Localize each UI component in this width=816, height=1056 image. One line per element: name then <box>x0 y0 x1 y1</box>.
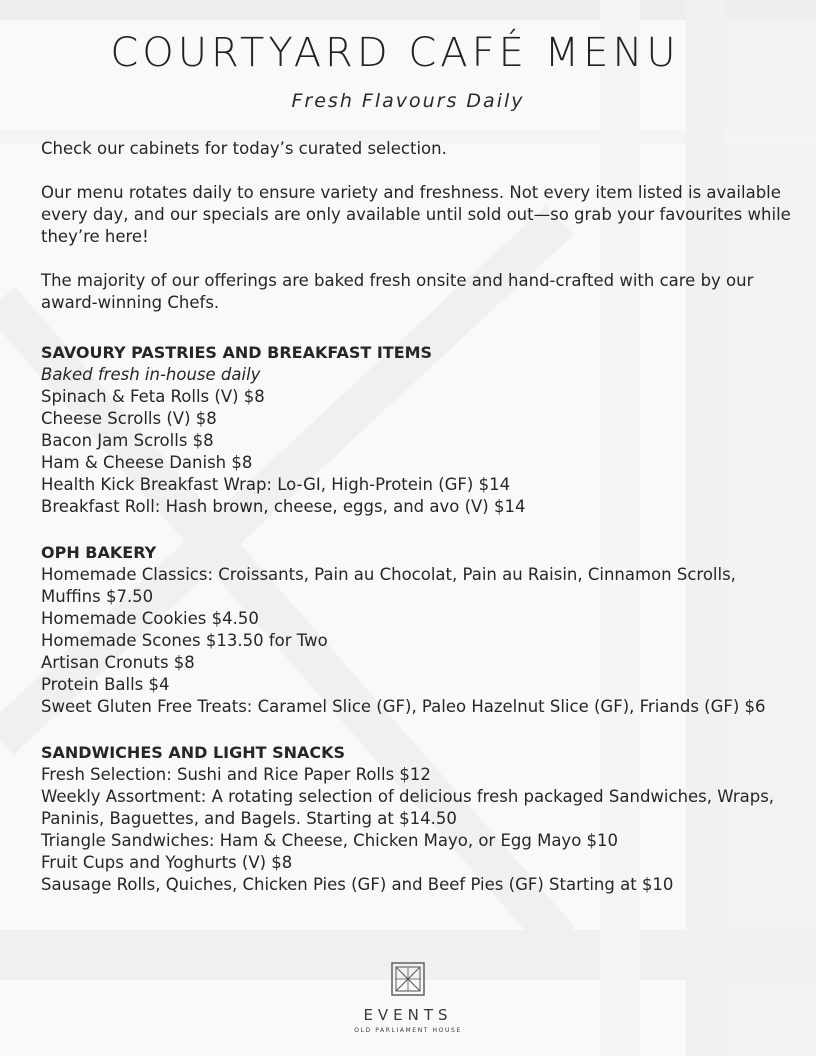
menu-item: Weekly Assortment: A rotating selection of delicious fresh packaged Sandwiches, Wraps, Paninis, Baguettes, and Bagels. Starting at $14.50 <box>41 787 775 828</box>
section-subtitle: Baked fresh in-house daily <box>41 365 261 384</box>
menu-item: Sausage Rolls, Quiches, Chicken Pies (GF) and Beef Pies (GF) Starting at $10 <box>41 875 674 894</box>
menu-item: Bacon Jam Scrolls $8 <box>41 431 214 450</box>
menu-item: Artisan Cronuts $8 <box>41 653 195 672</box>
page-title: COURTYARD CAFÉ MENU <box>110 30 680 76</box>
intro-paragraph: Our menu rotates daily to ensure variety and freshness. Not every item listed is available every day, and our specials are only available until sold out—so grab your favourites while they’re here! <box>41 183 791 246</box>
menu-item: Homemade Scones $13.50 for Two <box>41 631 328 650</box>
menu-item: Fruit Cups and Yoghurts (V) $8 <box>41 853 293 872</box>
events-logo <box>320 962 496 1034</box>
menu-item: Fresh Selection: Sushi and Rice Paper Rolls $12 <box>41 765 431 784</box>
section-title: SANDWICHES AND LIGHT SNACKS <box>41 743 346 762</box>
section-title: OPH BAKERY <box>41 543 157 562</box>
logo-subtitle: OLD PARLIAMENT HOUSE <box>354 1027 462 1034</box>
section-savoury <box>41 342 791 518</box>
menu-item: Homemade Cookies $4.50 <box>41 609 259 628</box>
menu-item: Sweet Gluten Free Treats: Caramel Slice (GF), Paleo Hazelnut Slice (GF), Friands (GF) $6 <box>41 697 766 716</box>
menu-item: Cheese Scrolls (V) $8 <box>41 409 217 428</box>
section-title: SAVOURY PASTRIES AND BREAKFAST ITEMS <box>41 343 433 362</box>
menu-body <box>41 138 791 896</box>
menu-item: Health Kick Breakfast Wrap: Lo-GI, High-Protein (GF) $14 <box>41 475 511 494</box>
oph-window-logo-icon <box>391 962 425 996</box>
section-bakery <box>41 542 791 718</box>
menu-item: Triangle Sandwiches: Ham & Cheese, Chicken Mayo, or Egg Mayo $10 <box>41 831 619 850</box>
intro-paragraph: The majority of our offerings are baked fresh onsite and hand-crafted with care by our award-winning Chefs. <box>41 271 754 312</box>
logo-name: EVENTS <box>363 1006 453 1024</box>
menu-item: Spinach & Feta Rolls (V) $8 <box>41 387 265 406</box>
menu-item: Breakfast Roll: Hash brown, cheese, eggs, and avo (V) $14 <box>41 497 526 516</box>
menu-item: Protein Balls $4 <box>41 675 170 694</box>
menu-item: Homemade Classics: Croissants, Pain au Chocolat, Pain au Raisin, Cinnamon Scrolls, Muffins $7.50 <box>41 565 736 606</box>
page-subtitle: Fresh Flavours Daily <box>291 90 525 112</box>
intro-paragraph: Check our cabinets for today’s curated selection. <box>41 139 447 158</box>
section-sandwiches <box>41 742 791 896</box>
menu-item: Ham & Cheese Danish $8 <box>41 453 253 472</box>
